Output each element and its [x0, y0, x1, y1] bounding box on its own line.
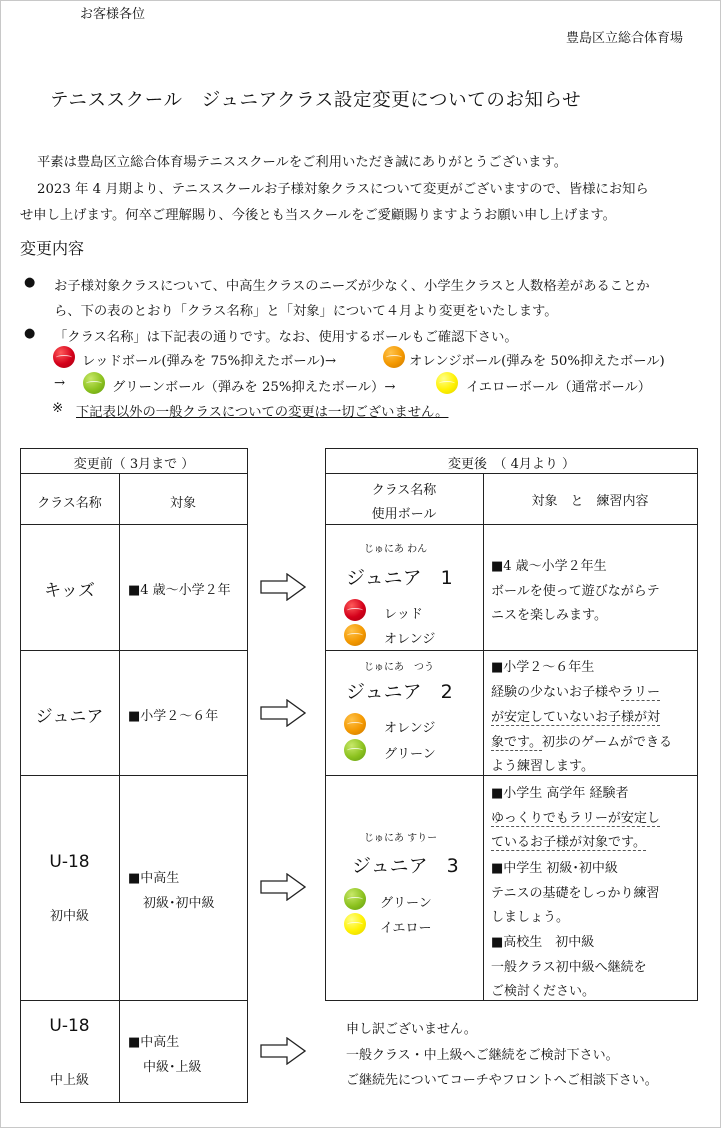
- class-desc-line: ■小学生 高学年 経験者: [491, 786, 629, 801]
- before-row-target: ■小学２～６年: [128, 709, 219, 724]
- note-mark: ※: [52, 401, 64, 416]
- class-ruby: じゅにあ すりー: [364, 833, 438, 844]
- class-desc-part: 象です。: [491, 735, 542, 750]
- red-tennis-ball-icon: [344, 599, 366, 621]
- green-tennis-ball-icon: [83, 372, 105, 394]
- ball-label: レッド: [384, 607, 423, 622]
- class-ruby: じゅにあ つう: [364, 662, 434, 673]
- class-name: ジュニア 3: [352, 855, 459, 877]
- right-arrow-icon: [260, 873, 306, 901]
- before-row-target: ■中高生: [128, 871, 180, 886]
- yellow-tennis-ball-icon: [436, 372, 458, 394]
- before-row-target: ■中高生: [128, 1035, 180, 1050]
- orange-ball-label: オレンジボール(弾みを 50%抑えたボール): [409, 354, 665, 369]
- before-row-name: U-18: [49, 1016, 90, 1036]
- yellow-ball-label: イエローボール（通常ボール）: [466, 380, 652, 395]
- class-desc-line: 一般クラス初中級へ継続を: [491, 960, 647, 975]
- after-table-header: 変更後 （ 4月より ）: [447, 457, 576, 472]
- bullet2-line: 「クラス名称」は下記表の通りです。なお、使用するボールもご確認下さい。: [54, 330, 518, 345]
- class-desc-line: しましょう。: [491, 910, 570, 925]
- class-desc-line: ■中学生 初級･初中級: [491, 861, 618, 876]
- right-arrow-icon: [260, 1037, 306, 1065]
- class-desc-line: [491, 731, 672, 750]
- before-row-name: キッズ: [44, 581, 95, 601]
- red-ball-label: レッドボール(弾みを 75%抑えたボール)→: [82, 354, 337, 369]
- ball-label: オレンジ: [384, 632, 436, 647]
- green-ball-label: グリーンボール（弾みを 25%抑えたボール）→: [112, 380, 396, 395]
- class-desc-line: ■4 歳～小学２年生: [491, 559, 607, 574]
- class-desc-line: ゆっくりでもラリーが安定し: [491, 807, 660, 827]
- before-row-name: U-18: [49, 852, 90, 872]
- class-desc-line: が安定していないお子様が対: [491, 706, 660, 726]
- page-title: テニススクール ジュニアクラス設定変更についてのお知らせ: [50, 90, 582, 111]
- before-col-target: 対象: [169, 496, 196, 511]
- before-table-header: 変更前（ 3月まで ）: [73, 457, 195, 472]
- arrow-lead: →: [54, 376, 66, 391]
- before-row-sub: 初中級: [49, 909, 89, 924]
- right-arrow-icon: [260, 573, 306, 601]
- recipient-line: お客様各位: [80, 7, 146, 22]
- ball-label: グリーン: [380, 896, 432, 911]
- bullet1-line2: ら、下の表のとおり「クラス名称」と「対象」について４月より変更をいたします。: [54, 304, 558, 319]
- ball-label: グリーン: [384, 747, 436, 762]
- class-desc-line: ているお子様が対象です。: [491, 831, 646, 851]
- class-name: ジュニア 1: [346, 567, 453, 589]
- orange-tennis-ball-icon: [344, 713, 366, 735]
- before-row-sub: 中上級: [49, 1073, 89, 1088]
- before-row-target-level: 中級･上級: [143, 1060, 202, 1075]
- after-col-name: クラス名称: [371, 483, 437, 498]
- discontinued-line: 一般クラス・中上級へご継続をご検討下さい。: [346, 1048, 619, 1063]
- bullet-icon: ●: [24, 275, 36, 290]
- after-col-ball: 使用ボール: [371, 507, 437, 522]
- orange-tennis-ball-icon: [344, 624, 366, 646]
- bullet1-line1: お子様対象クラスについて、中高生クラスのニーズが少なく、小学生クラスと人数格差があることか: [54, 279, 650, 294]
- intro-line-3: せ申し上げます。何卒ご理解賜り、今後とも当スクールをご愛顧賜りますようお願い申し上げます。: [20, 208, 616, 223]
- before-row-target-level: 初級･初中級: [143, 896, 215, 911]
- orange-tennis-ball-icon: [383, 346, 405, 368]
- class-desc-line: ニスを楽しみます。: [491, 608, 607, 623]
- ball-label: オレンジ: [384, 721, 436, 736]
- class-desc-line: テニスの基礎をしっかり練習: [491, 886, 660, 901]
- green-tennis-ball-icon: [344, 739, 366, 761]
- bullet-icon: ●: [24, 326, 36, 341]
- class-desc-line: ボールを使って遊びながらテ: [491, 584, 660, 599]
- before-row-target: ■4 歳～小学２年: [128, 583, 231, 598]
- section-heading: 変更内容: [20, 239, 85, 258]
- class-ruby: じゅにあ わん: [364, 544, 428, 555]
- before-row-name: ジュニア: [35, 707, 104, 727]
- green-tennis-ball-icon: [344, 888, 366, 910]
- before-col-name: クラス名称: [37, 496, 102, 511]
- ball-label: イエロー: [380, 921, 432, 936]
- red-tennis-ball-icon: [53, 346, 75, 368]
- intro-line-1: 平素は豊島区立総合体育場テニススクールをご利用いただき誠にありがとうございます。: [37, 155, 568, 170]
- class-desc-line: ご検討ください。: [491, 984, 596, 999]
- yellow-tennis-ball-icon: [344, 913, 366, 935]
- class-desc-part: 経験の少ないお子様や: [491, 685, 622, 700]
- discontinued-line: 申し訳ございません。: [346, 1022, 477, 1037]
- discontinued-line: ご継続先についてコーチやフロントへご相談下さい。: [346, 1073, 658, 1088]
- class-desc-part: ラリー: [621, 685, 661, 700]
- class-desc-line: ■小学２～６年生: [491, 660, 595, 675]
- class-name: ジュニア 2: [346, 681, 453, 703]
- note-text: 下記表以外の一般クラスについての変更は一切ございません。: [76, 405, 449, 420]
- right-arrow-icon: [260, 699, 306, 727]
- class-desc-part: 初歩のゲームができる: [541, 735, 672, 750]
- intro-line-2: 2023 年 4 月期より、テニススクールお子様対象クラスについて変更がございますので、皆様にお知ら: [37, 182, 649, 197]
- after-col-target: 対象 と 練習内容: [531, 494, 649, 509]
- class-desc-line: よう練習します。: [491, 759, 594, 774]
- sender-line: 豊島区立総合体育場: [566, 31, 684, 46]
- class-desc-line: [491, 681, 660, 700]
- class-desc-line: ■高校生 初中級: [491, 935, 595, 950]
